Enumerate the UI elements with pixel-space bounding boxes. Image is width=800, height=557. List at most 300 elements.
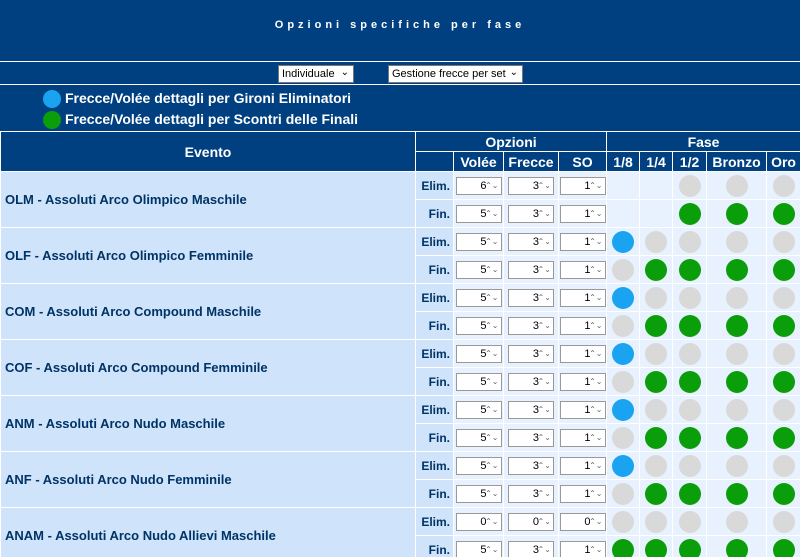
spinner-icon[interactable]: ⌃⌄ <box>589 264 603 274</box>
so-cell <box>559 340 607 368</box>
frecce-value: 3 <box>532 207 539 220</box>
frecce-value: 3 <box>532 263 539 276</box>
elim-label: Elim. <box>416 452 454 480</box>
phase-cell <box>607 396 640 424</box>
spinner-icon[interactable]: ⌃⌄ <box>485 516 499 526</box>
spinner-icon[interactable]: ⌃⌄ <box>485 544 499 554</box>
so-cell <box>559 452 607 480</box>
phase-cell <box>607 200 640 228</box>
phase-cell <box>607 312 640 340</box>
spinner-icon[interactable]: ⌃⌄ <box>537 320 551 330</box>
so-cell <box>559 508 607 536</box>
table-row <box>1 340 800 368</box>
phase-cell <box>707 396 767 424</box>
so-value: 1 <box>584 235 591 248</box>
event-name: OLF - Assoluti Arco Olimpico Femminile <box>1 228 416 284</box>
elim-label: Elim. <box>416 396 454 424</box>
spinner-icon[interactable]: ⌃⌄ <box>589 488 603 498</box>
type-select[interactable] <box>388 65 523 83</box>
green-circle-icon[interactable] <box>726 315 748 337</box>
phase-cell <box>673 424 707 452</box>
frecce-input[interactable] <box>508 345 554 363</box>
volee-value: 5 <box>480 431 487 444</box>
frecce-cell <box>504 256 559 284</box>
grey-circle-icon[interactable] <box>645 455 667 477</box>
green-circle-icon[interactable] <box>726 203 748 225</box>
blue-circle-icon[interactable] <box>612 455 634 477</box>
phase-cell <box>767 172 800 200</box>
grey-circle-icon[interactable] <box>726 175 748 197</box>
spinner-icon[interactable]: ⌃⌄ <box>485 348 499 358</box>
green-circle-icon[interactable] <box>726 539 748 557</box>
grey-circle-icon[interactable] <box>726 287 748 309</box>
phase-cell <box>707 256 767 284</box>
volee-cell <box>454 312 504 340</box>
green-circle-icon[interactable] <box>726 259 748 281</box>
grey-circle-icon[interactable] <box>645 343 667 365</box>
phase-cell <box>707 368 767 396</box>
so-value: 1 <box>584 459 591 472</box>
frecce-value: 3 <box>532 403 539 416</box>
volee-input[interactable] <box>456 541 502 557</box>
green-circle-icon[interactable] <box>645 427 667 449</box>
fin-label: Fin. <box>416 480 454 508</box>
so-input[interactable] <box>560 233 606 251</box>
spinner-icon[interactable]: ⌃⌄ <box>589 404 603 414</box>
green-circle-icon[interactable] <box>612 539 634 557</box>
phase-cell <box>707 284 767 312</box>
phase-cell <box>640 536 673 557</box>
grey-circle-icon[interactable] <box>645 287 667 309</box>
green-circle-icon <box>43 111 61 129</box>
table-row <box>1 508 800 536</box>
spinner-icon[interactable]: ⌃⌄ <box>485 488 499 498</box>
frecce-cell <box>504 312 559 340</box>
spinner-icon[interactable]: ⌃⌄ <box>485 292 499 302</box>
so-cell <box>559 312 607 340</box>
grey-circle-icon[interactable] <box>679 455 701 477</box>
volee-cell <box>454 340 504 368</box>
spinner-icon[interactable]: ⌃⌄ <box>537 376 551 386</box>
phase-cell <box>607 508 640 536</box>
legend-item-eliminatori <box>43 88 800 109</box>
spinner-icon[interactable]: ⌃⌄ <box>485 264 499 274</box>
grey-circle-icon[interactable] <box>726 231 748 253</box>
so-input[interactable] <box>560 457 606 475</box>
green-circle-icon[interactable] <box>773 427 795 449</box>
volee-input[interactable] <box>456 485 502 503</box>
phase-cell <box>673 452 707 480</box>
volee-input[interactable] <box>456 457 502 475</box>
phase-cell <box>640 312 673 340</box>
so-cell <box>559 368 607 396</box>
spinner-icon[interactable]: ⌃⌄ <box>589 208 603 218</box>
volee-value: 5 <box>480 543 487 556</box>
event-name: COM - Assoluti Arco Compound Maschile <box>1 284 416 340</box>
green-circle-icon[interactable] <box>679 539 701 557</box>
frecce-input[interactable] <box>508 513 554 531</box>
phase-cell <box>673 256 707 284</box>
so-input[interactable] <box>560 345 606 363</box>
so-cell <box>559 396 607 424</box>
phase-cell <box>607 424 640 452</box>
spinner-icon[interactable]: ⌃⌄ <box>537 348 551 358</box>
so-value: 1 <box>584 403 591 416</box>
spinner-icon[interactable]: ⌃⌄ <box>537 180 551 190</box>
volee-cell <box>454 256 504 284</box>
so-cell <box>559 228 607 256</box>
phase-cell <box>673 480 707 508</box>
phase-cell <box>767 368 800 396</box>
so-value: 1 <box>584 543 591 556</box>
blue-circle-icon[interactable] <box>612 399 634 421</box>
phase-cell <box>673 284 707 312</box>
frecce-cell <box>504 536 559 557</box>
frecce-input[interactable] <box>508 289 554 307</box>
elim-label: Elim. <box>416 228 454 256</box>
grey-circle-icon[interactable] <box>773 399 795 421</box>
spinner-icon[interactable]: ⌃⌄ <box>537 292 551 302</box>
volee-input[interactable] <box>456 345 502 363</box>
so-cell <box>559 480 607 508</box>
spinner-icon[interactable]: ⌃⌄ <box>589 180 603 190</box>
grey-circle-icon[interactable] <box>679 231 701 253</box>
spinner-icon[interactable]: ⌃⌄ <box>485 404 499 414</box>
frecce-cell <box>504 424 559 452</box>
so-input[interactable] <box>560 429 606 447</box>
phase-cell <box>767 340 800 368</box>
blue-circle-icon[interactable] <box>612 343 634 365</box>
frecce-input[interactable] <box>508 457 554 475</box>
so-value: 1 <box>584 487 591 500</box>
table-row <box>1 284 800 312</box>
frecce-input[interactable] <box>508 485 554 503</box>
phase-cell <box>607 368 640 396</box>
so-input[interactable] <box>560 205 606 223</box>
so-input[interactable] <box>560 317 606 335</box>
phase-cell <box>767 452 800 480</box>
phase-cell <box>707 508 767 536</box>
selector-bar <box>0 62 800 85</box>
mode-select[interactable] <box>278 65 354 83</box>
so-value: 1 <box>584 207 591 220</box>
spinner-icon[interactable]: ⌃⌄ <box>589 544 603 554</box>
so-cell <box>559 536 607 557</box>
so-input[interactable] <box>560 401 606 419</box>
phase-cell <box>767 508 800 536</box>
frecce-input[interactable] <box>508 205 554 223</box>
frecce-cell <box>504 340 559 368</box>
legend-label: Frecce/Volée dettagli per Gironi Eliminatori <box>65 90 352 106</box>
green-circle-icon[interactable] <box>679 427 701 449</box>
frecce-cell <box>504 396 559 424</box>
volee-value: 5 <box>480 291 487 304</box>
frecce-cell <box>504 368 559 396</box>
volee-input[interactable] <box>456 513 502 531</box>
grey-circle-icon[interactable] <box>773 231 795 253</box>
volee-value: 5 <box>480 263 487 276</box>
so-input[interactable] <box>560 373 606 391</box>
volee-value: 6 <box>480 179 487 192</box>
so-input[interactable] <box>560 485 606 503</box>
grey-circle-icon[interactable] <box>679 175 701 197</box>
elim-label: Elim. <box>416 284 454 312</box>
frecce-input[interactable] <box>508 261 554 279</box>
mode-select-value: Individuale <box>282 68 335 80</box>
frecce-input[interactable] <box>508 177 554 195</box>
grey-circle-icon[interactable] <box>773 343 795 365</box>
so-value: 1 <box>584 375 591 388</box>
grey-circle-icon[interactable] <box>726 511 748 533</box>
grey-circle-icon[interactable] <box>773 175 795 197</box>
grey-circle-icon[interactable] <box>612 511 634 533</box>
fin-label: Fin. <box>416 312 454 340</box>
spinner-icon[interactable]: ⌃⌄ <box>537 208 551 218</box>
spinner-icon[interactable]: ⌃⌄ <box>485 432 499 442</box>
spinner-icon[interactable]: ⌃⌄ <box>589 460 603 470</box>
phase-cell <box>767 200 800 228</box>
grey-circle-icon[interactable] <box>726 399 748 421</box>
frecce-input[interactable] <box>508 317 554 335</box>
frecce-input[interactable] <box>508 429 554 447</box>
grey-circle-icon[interactable] <box>645 511 667 533</box>
phase-cell <box>607 480 640 508</box>
green-circle-icon[interactable] <box>726 483 748 505</box>
grey-circle-icon[interactable] <box>726 455 748 477</box>
so-value: 1 <box>584 431 591 444</box>
frecce-value: 3 <box>532 347 539 360</box>
spinner-icon[interactable]: ⌃⌄ <box>537 544 551 554</box>
elim-label: Elim. <box>416 172 454 200</box>
so-cell <box>559 256 607 284</box>
phase-cell <box>640 452 673 480</box>
green-circle-icon[interactable] <box>726 427 748 449</box>
green-circle-icon[interactable] <box>645 259 667 281</box>
volee-value: 5 <box>480 235 487 248</box>
grey-circle-icon[interactable] <box>773 511 795 533</box>
phase-cell <box>707 340 767 368</box>
type-select-value: Gestione frecce per set <box>392 68 506 80</box>
grey-circle-icon[interactable] <box>773 287 795 309</box>
phase-cell <box>607 228 640 256</box>
so-value: 1 <box>584 347 591 360</box>
volee-input[interactable] <box>456 429 502 447</box>
frecce-cell <box>504 200 559 228</box>
green-circle-icon[interactable] <box>679 203 701 225</box>
volee-cell <box>454 228 504 256</box>
volee-input[interactable] <box>456 401 502 419</box>
green-circle-icon[interactable] <box>645 539 667 557</box>
frecce-value: 3 <box>532 291 539 304</box>
spinner-icon[interactable]: ⌃⌄ <box>537 460 551 470</box>
fin-label: Fin. <box>416 424 454 452</box>
phase-cell <box>607 536 640 557</box>
blue-circle-icon[interactable] <box>612 231 634 253</box>
spinner-icon[interactable]: ⌃⌄ <box>485 236 499 246</box>
volee-input[interactable] <box>456 317 502 335</box>
spinner-icon[interactable]: ⌃⌄ <box>589 236 603 246</box>
grey-circle-icon[interactable] <box>612 483 634 505</box>
volee-cell <box>454 172 504 200</box>
phase-cell <box>707 536 767 557</box>
green-circle-icon[interactable] <box>773 315 795 337</box>
grey-circle-icon[interactable] <box>612 371 634 393</box>
fin-label: Fin. <box>416 256 454 284</box>
green-circle-icon[interactable] <box>645 483 667 505</box>
table-row <box>1 396 800 424</box>
spinner-icon[interactable]: ⌃⌄ <box>589 516 603 526</box>
so-cell <box>559 200 607 228</box>
spinner-icon[interactable]: ⌃⌄ <box>589 320 603 330</box>
phase-cell <box>673 172 707 200</box>
phase-cell <box>767 424 800 452</box>
grey-circle-icon[interactable] <box>645 399 667 421</box>
volee-input[interactable] <box>456 205 502 223</box>
phase-cell <box>767 256 800 284</box>
green-circle-icon[interactable] <box>773 259 795 281</box>
phase-cell <box>640 256 673 284</box>
so-input[interactable] <box>560 289 606 307</box>
volee-value: 5 <box>480 459 487 472</box>
grey-circle-icon[interactable] <box>679 399 701 421</box>
grey-circle-icon[interactable] <box>645 231 667 253</box>
table-row <box>1 452 800 480</box>
phase-cell <box>673 536 707 557</box>
event-name: ANF - Assoluti Arco Nudo Femminile <box>1 452 416 508</box>
spinner-icon[interactable]: ⌃⌄ <box>485 180 499 190</box>
header-opzioni: Opzioni <box>416 132 607 152</box>
table-row <box>1 228 800 256</box>
so-value: 0 <box>584 515 591 528</box>
grey-circle-icon[interactable] <box>612 259 634 281</box>
phase-cell <box>673 340 707 368</box>
fin-label: Fin. <box>416 536 454 557</box>
green-circle-icon[interactable] <box>726 371 748 393</box>
so-input[interactable] <box>560 513 606 531</box>
phase-cell <box>767 396 800 424</box>
grey-circle-icon[interactable] <box>679 287 701 309</box>
phase-cell <box>640 172 673 200</box>
spinner-icon[interactable]: ⌃⌄ <box>589 432 603 442</box>
grey-circle-icon[interactable] <box>612 315 634 337</box>
phase-cell <box>707 312 767 340</box>
green-circle-icon[interactable] <box>773 483 795 505</box>
phase-cell <box>640 368 673 396</box>
green-circle-icon[interactable] <box>773 539 795 557</box>
table-row <box>1 172 800 200</box>
green-circle-icon[interactable] <box>773 203 795 225</box>
spinner-icon[interactable]: ⌃⌄ <box>589 348 603 358</box>
spinner-icon[interactable]: ⌃⌄ <box>485 460 499 470</box>
header-blank <box>416 152 454 172</box>
volee-cell <box>454 480 504 508</box>
volee-input[interactable] <box>456 233 502 251</box>
grey-circle-icon[interactable] <box>773 455 795 477</box>
so-input[interactable] <box>560 541 606 557</box>
green-circle-icon[interactable] <box>645 315 667 337</box>
green-circle-icon[interactable] <box>679 371 701 393</box>
so-input[interactable] <box>560 177 606 195</box>
so-input[interactable] <box>560 261 606 279</box>
spinner-icon[interactable]: ⌃⌄ <box>485 320 499 330</box>
frecce-value: 3 <box>532 487 539 500</box>
green-circle-icon[interactable] <box>773 371 795 393</box>
frecce-value: 3 <box>532 459 539 472</box>
phase-cell <box>673 368 707 396</box>
spinner-icon[interactable]: ⌃⌄ <box>485 208 499 218</box>
frecce-input[interactable] <box>508 401 554 419</box>
phase-cell <box>607 452 640 480</box>
spinner-icon[interactable]: ⌃⌄ <box>537 516 551 526</box>
so-cell <box>559 172 607 200</box>
phase-cell <box>707 172 767 200</box>
phase-cell <box>707 228 767 256</box>
phase-cell <box>767 228 800 256</box>
frecce-input[interactable] <box>508 541 554 557</box>
volee-cell <box>454 396 504 424</box>
frecce-cell <box>504 508 559 536</box>
frecce-input[interactable] <box>508 233 554 251</box>
header-1-8: 1/8 <box>607 152 640 172</box>
spinner-icon[interactable]: ⌃⌄ <box>537 488 551 498</box>
spinner-icon[interactable]: ⌃⌄ <box>537 236 551 246</box>
volee-input[interactable] <box>456 177 502 195</box>
phase-cell <box>673 312 707 340</box>
volee-value: 5 <box>480 375 487 388</box>
green-circle-icon[interactable] <box>645 371 667 393</box>
green-circle-icon[interactable] <box>679 259 701 281</box>
spinner-icon[interactable]: ⌃⌄ <box>589 292 603 302</box>
volee-cell <box>454 508 504 536</box>
volee-input[interactable] <box>456 261 502 279</box>
header-so: SO <box>559 152 607 172</box>
fin-label: Fin. <box>416 368 454 396</box>
grey-circle-icon[interactable] <box>679 511 701 533</box>
frecce-value: 3 <box>532 179 539 192</box>
volee-input[interactable] <box>456 373 502 391</box>
volee-value: 0 <box>480 515 487 528</box>
frecce-input[interactable] <box>508 373 554 391</box>
spinner-icon[interactable]: ⌃⌄ <box>537 404 551 414</box>
header-1-4: 1/4 <box>640 152 673 172</box>
frecce-cell <box>504 172 559 200</box>
frecce-cell <box>504 452 559 480</box>
grey-circle-icon[interactable] <box>726 343 748 365</box>
grey-circle-icon[interactable] <box>612 427 634 449</box>
spinner-icon[interactable]: ⌃⌄ <box>537 432 551 442</box>
phase-cell <box>707 480 767 508</box>
volee-value: 5 <box>480 403 487 416</box>
options-table <box>0 131 800 557</box>
chevron-down-icon: ⌄ <box>509 67 518 78</box>
spinner-icon[interactable]: ⌃⌄ <box>589 376 603 386</box>
green-circle-icon[interactable] <box>679 315 701 337</box>
phase-cell <box>607 340 640 368</box>
so-value: 1 <box>584 263 591 276</box>
frecce-cell <box>504 480 559 508</box>
spinner-icon[interactable]: ⌃⌄ <box>485 376 499 386</box>
spinner-icon[interactable]: ⌃⌄ <box>537 264 551 274</box>
blue-circle-icon[interactable] <box>612 287 634 309</box>
volee-input[interactable] <box>456 289 502 307</box>
green-circle-icon[interactable] <box>679 483 701 505</box>
legend <box>0 85 800 131</box>
grey-circle-icon[interactable] <box>679 343 701 365</box>
phase-cell <box>673 228 707 256</box>
frecce-value: 3 <box>532 235 539 248</box>
phase-cell <box>673 396 707 424</box>
phase-cell <box>767 312 800 340</box>
